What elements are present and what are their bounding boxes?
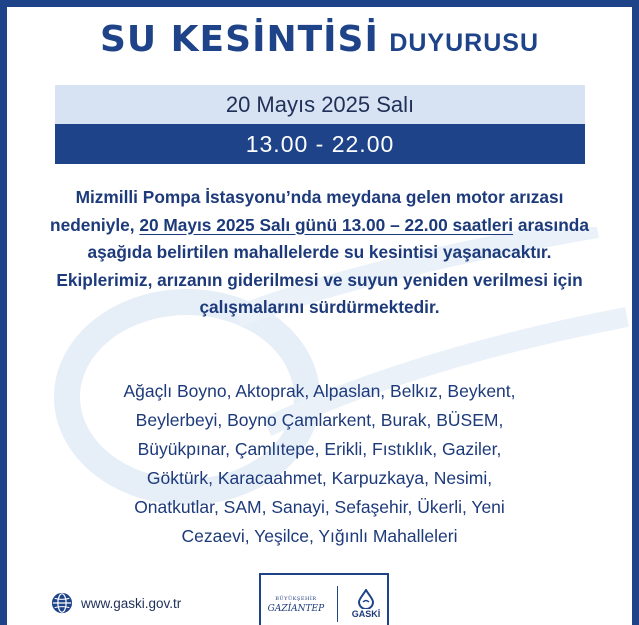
neighborhood-line: Ağaçlı Boyno, Aktoprak, Alpaslan, Belkız, Beykent, [123, 381, 516, 401]
neighborhood-line: Büyükpınar, Çamlıtepe, Erikli, Fıstıklık, Gaziler, [137, 439, 502, 459]
date-text: 20 Mayıs 2025 Salı [225, 91, 415, 117]
neighborhood-line: Cezaevi, Yeşilce, Yığınlı Mahalleleri [181, 526, 458, 546]
description-part1: Mizmilli Pompa İstasyonu’nda meydana gelen motor arızası nedeniyle, [50, 187, 564, 235]
outage-description [47, 184, 592, 322]
date-bar [55, 85, 585, 124]
neighborhood-line: Beylerbeyi, Boyno Çamlarkent, Burak, BÜSEM, [135, 410, 504, 430]
gaziantep-logo-text: GAZİANTEP [267, 603, 325, 614]
description-part2: arasında aşağıda belirtilen mahallelerde su kesintisi yaşanacaktır. Ekiplerimiz, arızanın giderilmesi ve suyun yeniden verilmesi için çalışmalarını sürdürmektedir. [56, 214, 589, 318]
footer-logos [259, 573, 389, 625]
gaziantep-logo-small: BÜYÜKŞEHİR [275, 595, 317, 602]
gaziantep-logo [268, 594, 325, 614]
time-text: 13.00 - 22.00 [245, 130, 395, 157]
neighborhood-line: Göktürk, Karacaahmet, Karpuzkaya, Nesimi, [146, 468, 493, 488]
gaski-logo [352, 589, 381, 619]
announcement-title [7, 19, 632, 60]
title-main: SU KESİNTİSİ [99, 19, 379, 60]
neighborhood-line: Onatkutlar, SAM, Sanayi, Sefaşehir, Ükerli, Yeni [134, 497, 505, 517]
neighborhood-list [37, 377, 602, 551]
title-sub: DUYURUSU [389, 29, 540, 57]
gaski-logo-text: GASKİ [351, 608, 381, 619]
description-date-time: 20 Mayıs 2025 Salı günü 13.00 – 22.00 saatleri [139, 214, 514, 235]
time-bar [55, 124, 585, 164]
website-link[interactable] [51, 592, 181, 614]
website-url: www.gaski.gov.tr [81, 595, 182, 611]
logo-divider [337, 586, 338, 622]
globe-icon [51, 592, 73, 614]
water-drop-icon [357, 589, 375, 609]
